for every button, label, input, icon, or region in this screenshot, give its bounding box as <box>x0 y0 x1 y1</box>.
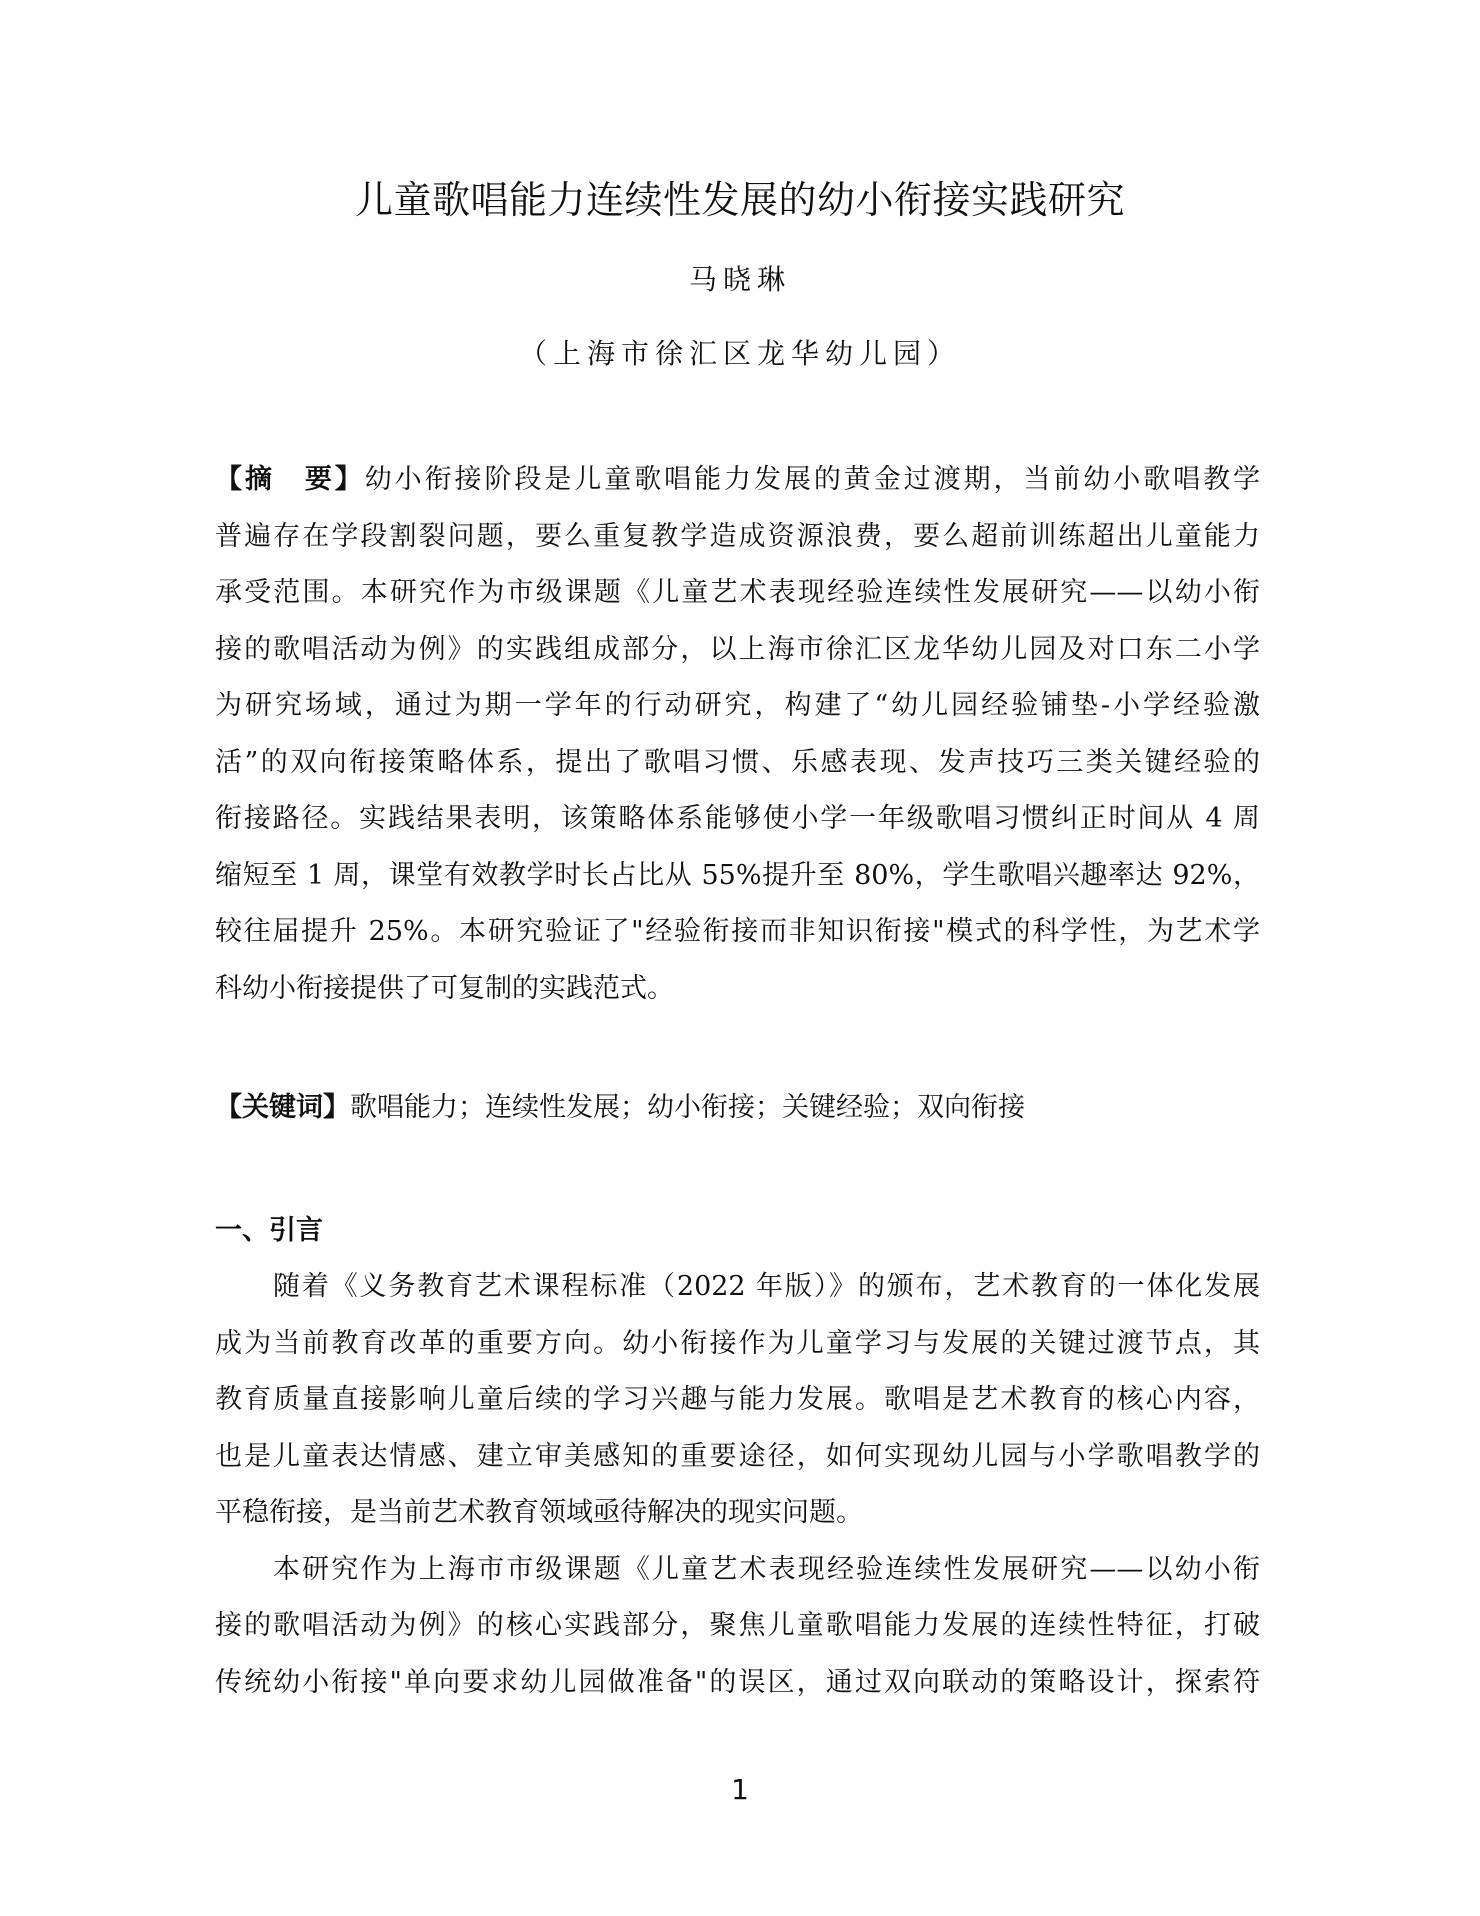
section-heading-introduction: 一、引言 <box>215 1215 323 1246</box>
abstract-label: 【摘 要】 <box>215 464 365 495</box>
paragraph-line: 教育质量直接影响儿童后续的学习兴趣与能力发展。歌唱是艺术教育的核心内容， <box>215 1384 1260 1415</box>
author-name: 马晓琳 <box>688 263 791 296</box>
paper-title: 儿童歌唱能力连续性发展的幼小衔接实践研究 <box>354 178 1125 222</box>
paragraph-line: 也是儿童表达情感、建立审美感知的重要途径，如何实现幼儿园与小学歌唱教学的 <box>215 1440 1260 1472</box>
abstract-line: 普遍存在学段割裂问题，要么重复教学造成资源浪费，要么超前训练超出儿童能力 <box>215 520 1260 552</box>
keywords-text: 歌唱能力；连续性发展；幼小衔接；关键经验；双向衔接 <box>350 1092 1025 1123</box>
paragraph-line: 随着《义务教育艺术课程标准（2022 年版）》的颁布，艺术教育的一体化发展 <box>273 1271 1260 1302</box>
abstract-line: 衔接路径。实践结果表明，该策略体系能够使小学一年级歌唱习惯纠正时间从 4 周 <box>215 803 1260 834</box>
paragraph-line: 成为当前教育改革的重要方向。幼小衔接作为儿童学习与发展的关键过渡节点，其 <box>215 1327 1260 1359</box>
abstract-line: 较往届提升 25%。本研究验证了"经验衔接而非知识衔接"模式的科学性，为艺术学 <box>215 916 1260 947</box>
author-affiliation: （上海市徐汇区龙华幼儿园） <box>518 337 961 370</box>
keywords-label: 【关键词】 <box>215 1092 350 1123</box>
abstract-block <box>215 452 1260 1017</box>
abstract-line: 接的歌唱活动为例》的实践组成部分，以上海市徐汇区龙华幼儿园及对口东二小学 <box>215 633 1260 665</box>
abstract-line: 承受范围。本研究作为市级课题《儿童艺术表现经验连续性发展研究——以幼小衔 <box>215 577 1260 608</box>
introduction-body <box>215 1259 1260 1711</box>
abstract-line: 活”的双向衔接策略体系，提出了歌唱习惯、乐感表现、发声技巧三类关键经验的 <box>215 746 1260 778</box>
paragraph-line: 传统幼小衔接"单向要求幼儿园做准备"的误区，通过双向联动的策略设计，探索符 <box>215 1666 1260 1698</box>
abstract-line: 科幼小衔接提供了可复制的实践范式。 <box>215 972 674 1004</box>
abstract-text: 幼小衔接阶段是儿童歌唱能力发展的黄金过渡期，当前幼小歌唱教学 <box>364 464 1261 495</box>
abstract-line <box>215 452 1260 509</box>
abstract-line: 缩短至 1 周，课堂有效教学时长占比从 55%提升至 80%，学生歌唱兴趣率达 92%， <box>215 859 1260 891</box>
abstract-line: 为研究场域，通过为期一学年的行动研究，构建了“幼儿园经验铺垫-小学经验激 <box>215 690 1260 721</box>
keywords-line <box>215 1080 1260 1137</box>
keywords-block <box>215 1080 1260 1137</box>
page-number: 1 <box>731 1773 749 1806</box>
paragraph-line: 平稳衔接，是当前艺术教育领域亟待解决的现实问题。 <box>215 1497 863 1528</box>
paragraph-line: 本研究作为上海市市级课题《儿童艺术表现经验连续性发展研究——以幼小衔 <box>273 1553 1260 1585</box>
paragraph-line: 接的歌唱活动为例》的核心实践部分，聚焦儿童歌唱能力发展的连续性特征，打破 <box>215 1610 1260 1641</box>
